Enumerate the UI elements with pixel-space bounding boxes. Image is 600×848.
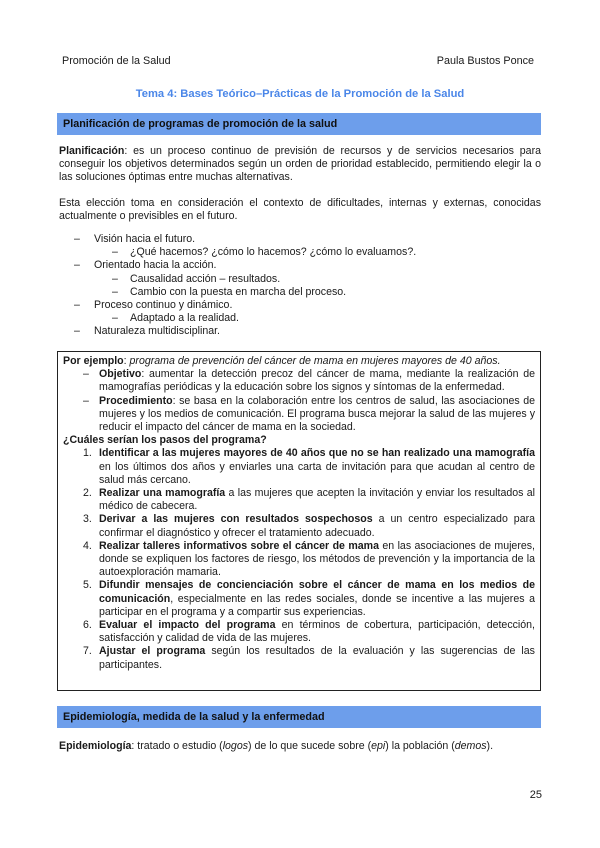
header-author: Paula Bustos Ponce xyxy=(436,55,534,67)
step-item: 2. Realizar una mamografía a las mujeres que acepten la invitación y enviar los resultados al médico de cabecera. xyxy=(83,487,536,513)
step-item: 4. Realizar talleres informativos sobre el cáncer de mama en las asociaciones de mujeres, donde se expliquen los factores de riesgo, los métodos de prevención y la importancia de la autoexploración mamaria. xyxy=(83,539,535,579)
page-number: 25 xyxy=(529,789,542,801)
planning-context-paragraph: Esta elección toma en consideración el contexto de dificultades, internas y externas, conocidas actualmente o previsibles en el futuro. xyxy=(59,197,541,223)
step-item: 6. Evaluar el impacto del programa en términos de cobertura, participación, detección, satisfacción y calidad de vida de las mujeres. xyxy=(83,619,535,645)
epidemiology-definition: Epidemiología: tratado o estudio (logos) de lo que sucede sobre (epi) la población (demos). xyxy=(59,740,494,752)
list-item: – ¿Qué hacemos? ¿cómo lo hacemos? ¿cómo lo evaluamos?. xyxy=(112,246,417,259)
definition-term: Planificación xyxy=(59,145,125,157)
list-item: – Visión hacia el futuro. xyxy=(74,233,196,245)
steps-list xyxy=(63,447,535,671)
list-item: – Adaptado a la realidad. xyxy=(112,312,239,325)
example-objective: – Objetivo: aumentar la detección precoz del cáncer de mama, mediante la realización de mamografías periódicas y la educación sobre los signos y síntomas de la enfermedad. xyxy=(83,368,535,394)
section-heading-planning: Planificación de programas de promoción de la salud xyxy=(57,113,541,135)
list-item: – Proceso continuo y dinámico. xyxy=(74,299,233,312)
definition-text: : es un proceso continuo de previsión de recursos y de servicios necesarios para conseguir los objetivos determinados según un orden de prioridad establecido, permitiendo elegir la o las soluciones óptimas entre muchas alternativas. xyxy=(59,145,541,184)
list-item: – Causalidad acción – resultados. xyxy=(112,272,281,285)
planning-definition xyxy=(59,145,541,185)
steps-heading: ¿Cuáles serían los pasos del programa? xyxy=(63,434,267,447)
example-box xyxy=(57,351,541,691)
section-heading-epidemiology: Epidemiología, medida de la salud y la enfermedad xyxy=(57,706,541,728)
step-item: 1. Identificar a las mujeres mayores de 40 años que no se han realizado una mamografía en los últimos dos años y enviarles una carta de invitación para que acudan al centro de salud más cercano. xyxy=(83,447,535,486)
page-title: Tema 4: Bases Teórico–Prácticas de la Promoción de la Salud xyxy=(135,88,465,100)
example-lead: Por ejemplo: programa de prevención del cáncer de mama en mujeres mayores de 40 años. xyxy=(63,355,501,367)
step-item: 3. Derivar a las mujeres con resultados sospechosos a un centro especializado para confirmar el diagnóstico y ofrecer el tratamiento adecuado. xyxy=(83,513,536,539)
planning-characteristics-list xyxy=(74,233,534,339)
step-item: 7. Ajustar el programa según los resultados de la evaluación y las sugerencias de las participantes. xyxy=(83,645,535,671)
example-details-list xyxy=(63,368,535,434)
list-item: – Cambio con la puesta en marcha del proceso. xyxy=(112,285,347,298)
list-item: – Orientado hacia la acción. xyxy=(74,259,217,272)
header-course: Promoción de la Salud xyxy=(62,55,171,67)
example-procedure: – Procedimiento: se basa en la colaboración entre los centros de salud, las asociaciones de mujeres y los medios de comunicación. El programa busca mejorar la salud de las mujeres y reducir el impacto del cáncer de mama en la sociedad. xyxy=(83,394,535,434)
list-item: – Naturaleza multidisciplinar. xyxy=(74,325,221,338)
step-item: 5. Difundir mensajes de concienciación sobre el cáncer de mama en los medios de comunicación, especialmente en las redes sociales, donde se incentive a las mujeres a participar en el programa y a compartir sus experiencias. xyxy=(83,579,535,618)
